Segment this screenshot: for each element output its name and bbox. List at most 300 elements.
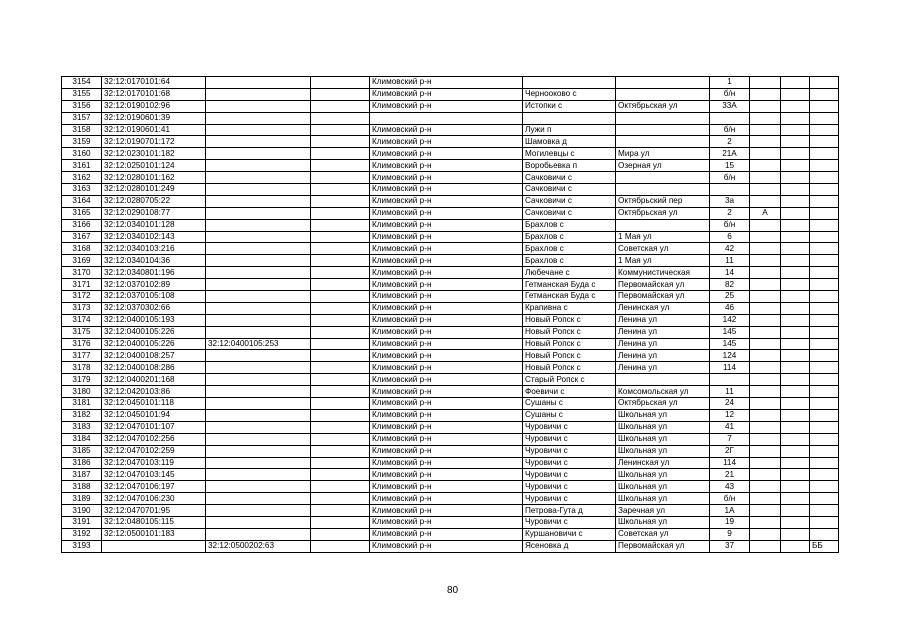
linked-cadastral-number-cell — [206, 88, 311, 100]
district-cell: Климовский р-н — [370, 255, 523, 267]
house-number-cell: 11 — [710, 386, 750, 398]
settlement-cell: Чуровичи с — [523, 516, 616, 528]
house-number-cell: 82 — [710, 279, 750, 291]
settlement-cell: Новый Ропск с — [523, 350, 616, 362]
building-cell — [750, 267, 781, 279]
extra-code-2-cell — [810, 350, 839, 362]
building-cell — [750, 374, 781, 386]
house-number-cell: 14 — [710, 267, 750, 279]
extra-code-1-cell — [781, 540, 810, 552]
cadastral-number-cell: 32:12:0340102:143 — [102, 231, 206, 243]
page-number: 80 — [446, 585, 459, 596]
building-cell — [750, 469, 781, 481]
table-row — [62, 207, 839, 219]
building-cell — [750, 409, 781, 421]
table-row — [62, 184, 839, 196]
row-number-cell: 3170 — [62, 267, 102, 279]
district-cell: Климовский р-н — [370, 386, 523, 398]
linked-cadastral-number-cell — [206, 528, 311, 540]
building-cell — [750, 516, 781, 528]
table-row — [62, 219, 839, 231]
extra-code-1-cell — [781, 136, 810, 148]
district-cell: Климовский р-н — [370, 160, 523, 172]
district-cell: Климовский р-н — [370, 291, 523, 303]
settlement-cell: Воробьевка п — [523, 160, 616, 172]
settlement-cell: Сачковичи с — [523, 195, 616, 207]
district-cell: Климовский р-н — [370, 124, 523, 136]
spacer-cell — [311, 88, 370, 100]
cadastral-number-cell: 32:12:0420103:86 — [102, 386, 206, 398]
linked-cadastral-number-cell — [206, 172, 311, 184]
spacer-cell — [311, 172, 370, 184]
street-cell — [616, 172, 710, 184]
street-cell — [616, 124, 710, 136]
linked-cadastral-number-cell — [206, 77, 311, 89]
spacer-cell — [311, 255, 370, 267]
house-number-cell: 19 — [710, 516, 750, 528]
extra-code-1-cell — [781, 184, 810, 196]
row-number-cell: 3179 — [62, 374, 102, 386]
cadastral-number-cell: 32:12:0470106:197 — [102, 481, 206, 493]
spacer-cell — [311, 350, 370, 362]
house-number-cell: 142 — [710, 314, 750, 326]
extra-code-1-cell — [781, 255, 810, 267]
settlement-cell: Лужи п — [523, 124, 616, 136]
cadastral-number-cell: 32:12:0400108:286 — [102, 362, 206, 374]
extra-code-2-cell — [810, 481, 839, 493]
cadastral-number-cell — [102, 540, 206, 552]
house-number-cell: 33А — [710, 100, 750, 112]
row-number-cell: 3185 — [62, 445, 102, 457]
street-cell: Ленина ул — [616, 350, 710, 362]
table-row — [62, 77, 839, 89]
district-cell: Климовский р-н — [370, 516, 523, 528]
table-row — [62, 409, 839, 421]
linked-cadastral-number-cell — [206, 136, 311, 148]
street-cell: Мира ул — [616, 148, 710, 160]
table-row — [62, 279, 839, 291]
row-number-cell: 3176 — [62, 338, 102, 350]
cadastral-number-cell: 32:12:0340801:196 — [102, 267, 206, 279]
extra-code-1-cell — [781, 350, 810, 362]
settlement-cell: Истопки с — [523, 100, 616, 112]
building-cell — [750, 445, 781, 457]
row-number-cell: 3162 — [62, 172, 102, 184]
settlement-cell: Петрова-Гута д — [523, 505, 616, 517]
cadastral-number-cell: 32:12:0190102:96 — [102, 100, 206, 112]
extra-code-1-cell — [781, 314, 810, 326]
linked-cadastral-number-cell — [206, 350, 311, 362]
linked-cadastral-number-cell — [206, 195, 311, 207]
linked-cadastral-number-cell — [206, 326, 311, 338]
extra-code-2-cell — [810, 445, 839, 457]
street-cell: Озерная ул — [616, 160, 710, 172]
spacer-cell — [311, 457, 370, 469]
extra-code-1-cell — [781, 409, 810, 421]
settlement-cell: Брахлов с — [523, 255, 616, 267]
settlement-cell: Сушаны с — [523, 398, 616, 410]
building-cell — [750, 112, 781, 124]
street-cell: Советская ул — [616, 528, 710, 540]
spacer-cell — [311, 445, 370, 457]
building-cell — [750, 100, 781, 112]
extra-code-1-cell — [781, 326, 810, 338]
extra-code-2-cell — [810, 124, 839, 136]
settlement-cell: Чуровичи с — [523, 445, 616, 457]
row-number-cell: 3172 — [62, 291, 102, 303]
linked-cadastral-number-cell — [206, 255, 311, 267]
district-cell: Климовский р-н — [370, 445, 523, 457]
spacer-cell — [311, 338, 370, 350]
building-cell — [750, 184, 781, 196]
street-cell: Октябрьская ул — [616, 100, 710, 112]
linked-cadastral-number-cell — [206, 219, 311, 231]
linked-cadastral-number-cell — [206, 362, 311, 374]
extra-code-1-cell — [781, 421, 810, 433]
linked-cadastral-number-cell — [206, 433, 311, 445]
settlement-cell: Гетманская Буда с — [523, 279, 616, 291]
settlement-cell: Шамовка д — [523, 136, 616, 148]
table-row — [62, 540, 839, 552]
table-row — [62, 231, 839, 243]
settlement-cell: Брахлов с — [523, 231, 616, 243]
table-row — [62, 433, 839, 445]
cadastral-number-cell: 32:12:0470701:95 — [102, 505, 206, 517]
house-number-cell: 124 — [710, 350, 750, 362]
extra-code-1-cell — [781, 124, 810, 136]
settlement-cell: Сачковичи с — [523, 207, 616, 219]
extra-code-2-cell — [810, 207, 839, 219]
settlement-cell: Брахлов с — [523, 243, 616, 255]
row-number-cell: 3189 — [62, 493, 102, 505]
settlement-cell — [523, 77, 616, 89]
cadastral-number-cell: 32:12:0190601:39 — [102, 112, 206, 124]
row-number-cell: 3160 — [62, 148, 102, 160]
house-number-cell — [710, 184, 750, 196]
table-row — [62, 136, 839, 148]
street-cell — [616, 112, 710, 124]
extra-code-1-cell — [781, 267, 810, 279]
building-cell — [750, 457, 781, 469]
building-cell: А — [750, 207, 781, 219]
linked-cadastral-number-cell — [206, 243, 311, 255]
cadastral-number-cell: 32:12:0170101:68 — [102, 88, 206, 100]
building-cell — [750, 540, 781, 552]
cadastral-number-cell: 32:12:0190601:41 — [102, 124, 206, 136]
spacer-cell — [311, 505, 370, 517]
linked-cadastral-number-cell — [206, 409, 311, 421]
cadastral-number-cell: 32:12:0470101:107 — [102, 421, 206, 433]
extra-code-2-cell — [810, 136, 839, 148]
table-row — [62, 421, 839, 433]
settlement-cell: Могилевцы с — [523, 148, 616, 160]
extra-code-2-cell — [810, 386, 839, 398]
row-number-cell: 3181 — [62, 398, 102, 410]
row-number-cell: 3173 — [62, 302, 102, 314]
district-cell: Климовский р-н — [370, 493, 523, 505]
building-cell — [750, 231, 781, 243]
house-number-cell: 41 — [710, 421, 750, 433]
spacer-cell — [311, 362, 370, 374]
district-cell: Климовский р-н — [370, 421, 523, 433]
spacer-cell — [311, 374, 370, 386]
linked-cadastral-number-cell — [206, 445, 311, 457]
cadastral-number-cell: 32:12:0400108:257 — [102, 350, 206, 362]
district-cell: Климовский р-н — [370, 207, 523, 219]
spacer-cell — [311, 516, 370, 528]
settlement-cell: Чуровичи с — [523, 433, 616, 445]
linked-cadastral-number-cell — [206, 279, 311, 291]
settlement-cell: Ясеновка д — [523, 540, 616, 552]
table-row — [62, 398, 839, 410]
extra-code-1-cell — [781, 302, 810, 314]
extra-code-2-cell — [810, 100, 839, 112]
district-cell — [370, 112, 523, 124]
extra-code-2-cell — [810, 457, 839, 469]
table-row — [62, 112, 839, 124]
street-cell: Ленинская ул — [616, 457, 710, 469]
cadastral-number-cell: 32:12:0470106:230 — [102, 493, 206, 505]
spacer-cell — [311, 136, 370, 148]
building-cell — [750, 291, 781, 303]
cadastral-number-cell: 32:12:0370302:66 — [102, 302, 206, 314]
settlement-cell: Сачковичи с — [523, 172, 616, 184]
table-row — [62, 386, 839, 398]
row-number-cell: 3188 — [62, 481, 102, 493]
settlement-cell: Новый Ропск с — [523, 338, 616, 350]
district-cell: Климовский р-н — [370, 457, 523, 469]
extra-code-2-cell — [810, 505, 839, 517]
row-number-cell: 3158 — [62, 124, 102, 136]
extra-code-1-cell — [781, 88, 810, 100]
extra-code-1-cell — [781, 243, 810, 255]
cadastral-number-cell: 32:12:0190701:172 — [102, 136, 206, 148]
linked-cadastral-number-cell — [206, 184, 311, 196]
house-number-cell: 145 — [710, 326, 750, 338]
house-number-cell: 15 — [710, 160, 750, 172]
cadastral-number-cell: 32:12:0470102:259 — [102, 445, 206, 457]
house-number-cell: 1 — [710, 77, 750, 89]
extra-code-1-cell — [781, 469, 810, 481]
table-row — [62, 195, 839, 207]
street-cell: Октябрьский пер — [616, 195, 710, 207]
building-cell — [750, 255, 781, 267]
cadastral-number-cell: 32:12:0280101:162 — [102, 172, 206, 184]
cadastral-number-cell: 32:12:0340101:128 — [102, 219, 206, 231]
street-cell: Школьная ул — [616, 469, 710, 481]
settlement-cell: Чуровичи с — [523, 493, 616, 505]
linked-cadastral-number-cell — [206, 421, 311, 433]
extra-code-1-cell — [781, 481, 810, 493]
extra-code-2-cell — [810, 516, 839, 528]
settlement-cell: Чуровичи с — [523, 457, 616, 469]
address-table-body — [62, 77, 839, 553]
row-number-cell: 3186 — [62, 457, 102, 469]
linked-cadastral-number-cell — [206, 231, 311, 243]
table-row — [62, 88, 839, 100]
extra-code-2-cell — [810, 291, 839, 303]
table-row — [62, 267, 839, 279]
district-cell: Климовский р-н — [370, 219, 523, 231]
extra-code-2-cell — [810, 398, 839, 410]
building-cell — [750, 528, 781, 540]
house-number-cell: 37 — [710, 540, 750, 552]
table-row — [62, 124, 839, 136]
extra-code-2-cell — [810, 421, 839, 433]
spacer-cell — [311, 398, 370, 410]
row-number-cell: 3157 — [62, 112, 102, 124]
table-row — [62, 374, 839, 386]
extra-code-1-cell — [781, 528, 810, 540]
linked-cadastral-number-cell — [206, 207, 311, 219]
cadastral-number-cell: 32:12:0250101:124 — [102, 160, 206, 172]
row-number-cell: 3182 — [62, 409, 102, 421]
settlement-cell: Чернооково с — [523, 88, 616, 100]
cadastral-number-cell: 32:12:0400105:226 — [102, 326, 206, 338]
district-cell: Климовский р-н — [370, 338, 523, 350]
street-cell: Первомайская ул — [616, 540, 710, 552]
building-cell — [750, 160, 781, 172]
spacer-cell — [311, 148, 370, 160]
street-cell: Школьная ул — [616, 493, 710, 505]
house-number-cell: 7 — [710, 433, 750, 445]
building-cell — [750, 350, 781, 362]
spacer-cell — [311, 421, 370, 433]
house-number-cell — [710, 374, 750, 386]
extra-code-1-cell — [781, 338, 810, 350]
house-number-cell: 2 — [710, 136, 750, 148]
linked-cadastral-number-cell — [206, 267, 311, 279]
building-cell — [750, 338, 781, 350]
spacer-cell — [311, 291, 370, 303]
spacer-cell — [311, 314, 370, 326]
district-cell: Климовский р-н — [370, 409, 523, 421]
row-number-cell: 3192 — [62, 528, 102, 540]
linked-cadastral-number-cell — [206, 516, 311, 528]
building-cell — [750, 77, 781, 89]
extra-code-2-cell — [810, 172, 839, 184]
district-cell: Климовский р-н — [370, 350, 523, 362]
house-number-cell: 25 — [710, 291, 750, 303]
street-cell — [616, 374, 710, 386]
district-cell: Климовский р-н — [370, 314, 523, 326]
settlement-cell: Чуровичи с — [523, 469, 616, 481]
settlement-cell: Гетманская Буда с — [523, 291, 616, 303]
spacer-cell — [311, 279, 370, 291]
spacer-cell — [311, 481, 370, 493]
street-cell: Октябрьская ул — [616, 398, 710, 410]
extra-code-2-cell — [810, 112, 839, 124]
street-cell: Коммунистическая — [616, 267, 710, 279]
settlement-cell: Брахлов с — [523, 219, 616, 231]
settlement-cell: Сачковичи с — [523, 184, 616, 196]
cadastral-number-cell: 32:12:0290108:77 — [102, 207, 206, 219]
street-cell: Ленина ул — [616, 362, 710, 374]
house-number-cell: 3а — [710, 195, 750, 207]
extra-code-1-cell — [781, 398, 810, 410]
house-number-cell: 46 — [710, 302, 750, 314]
street-cell: Школьная ул — [616, 433, 710, 445]
spacer-cell — [311, 207, 370, 219]
linked-cadastral-number-cell — [206, 291, 311, 303]
house-number-cell: 11 — [710, 255, 750, 267]
street-cell: Советская ул — [616, 243, 710, 255]
row-number-cell: 3166 — [62, 219, 102, 231]
district-cell: Климовский р-н — [370, 172, 523, 184]
district-cell: Климовский р-н — [370, 148, 523, 160]
cadastral-number-cell: 32:12:0450101:118 — [102, 398, 206, 410]
settlement-cell: Новый Ропск с — [523, 362, 616, 374]
linked-cadastral-number-cell — [206, 457, 311, 469]
settlement-cell: Фоевичи с — [523, 386, 616, 398]
extra-code-1-cell — [781, 457, 810, 469]
building-cell — [750, 88, 781, 100]
settlement-cell: Новый Ропск с — [523, 314, 616, 326]
extra-code-1-cell — [781, 219, 810, 231]
table-row — [62, 445, 839, 457]
table-row — [62, 457, 839, 469]
cadastral-number-cell: 32:12:0230101:182 — [102, 148, 206, 160]
district-cell: Климовский р-н — [370, 505, 523, 517]
street-cell: Заречная ул — [616, 505, 710, 517]
extra-code-1-cell — [781, 493, 810, 505]
district-cell: Климовский р-н — [370, 184, 523, 196]
cadastral-number-cell: 32:12:0470103:119 — [102, 457, 206, 469]
extra-code-1-cell — [781, 291, 810, 303]
extra-code-1-cell — [781, 433, 810, 445]
row-number-cell: 3174 — [62, 314, 102, 326]
house-number-cell: 12 — [710, 409, 750, 421]
table-row — [62, 314, 839, 326]
row-number-cell: 3190 — [62, 505, 102, 517]
row-number-cell: 3187 — [62, 469, 102, 481]
table-row — [62, 100, 839, 112]
linked-cadastral-number-cell — [206, 386, 311, 398]
street-cell: Октябрьская ул — [616, 207, 710, 219]
extra-code-2-cell — [810, 433, 839, 445]
building-cell — [750, 219, 781, 231]
settlement-cell: Куршановичи с — [523, 528, 616, 540]
street-cell — [616, 219, 710, 231]
table-row — [62, 469, 839, 481]
building-cell — [750, 124, 781, 136]
district-cell: Климовский р-н — [370, 362, 523, 374]
cadastral-number-cell: 32:12:0370102:89 — [102, 279, 206, 291]
table-row — [62, 148, 839, 160]
extra-code-2-cell — [810, 88, 839, 100]
extra-code-2-cell — [810, 528, 839, 540]
settlement-cell — [523, 112, 616, 124]
table-row — [62, 528, 839, 540]
house-number-cell: 114 — [710, 457, 750, 469]
street-cell: 1 Мая ул — [616, 231, 710, 243]
settlement-cell: Крапивна с — [523, 302, 616, 314]
street-cell: 1 Мая ул — [616, 255, 710, 267]
cadastral-number-cell: 32:12:0280101:249 — [102, 184, 206, 196]
house-number-cell: 2Г — [710, 445, 750, 457]
extra-code-2-cell — [810, 409, 839, 421]
spacer-cell — [311, 493, 370, 505]
table-row — [62, 493, 839, 505]
row-number-cell: 3159 — [62, 136, 102, 148]
district-cell: Климовский р-н — [370, 528, 523, 540]
row-number-cell: 3171 — [62, 279, 102, 291]
district-cell: Климовский р-н — [370, 267, 523, 279]
street-cell: Ленина ул — [616, 314, 710, 326]
house-number-cell: 1А — [710, 505, 750, 517]
building-cell — [750, 433, 781, 445]
building-cell — [750, 362, 781, 374]
